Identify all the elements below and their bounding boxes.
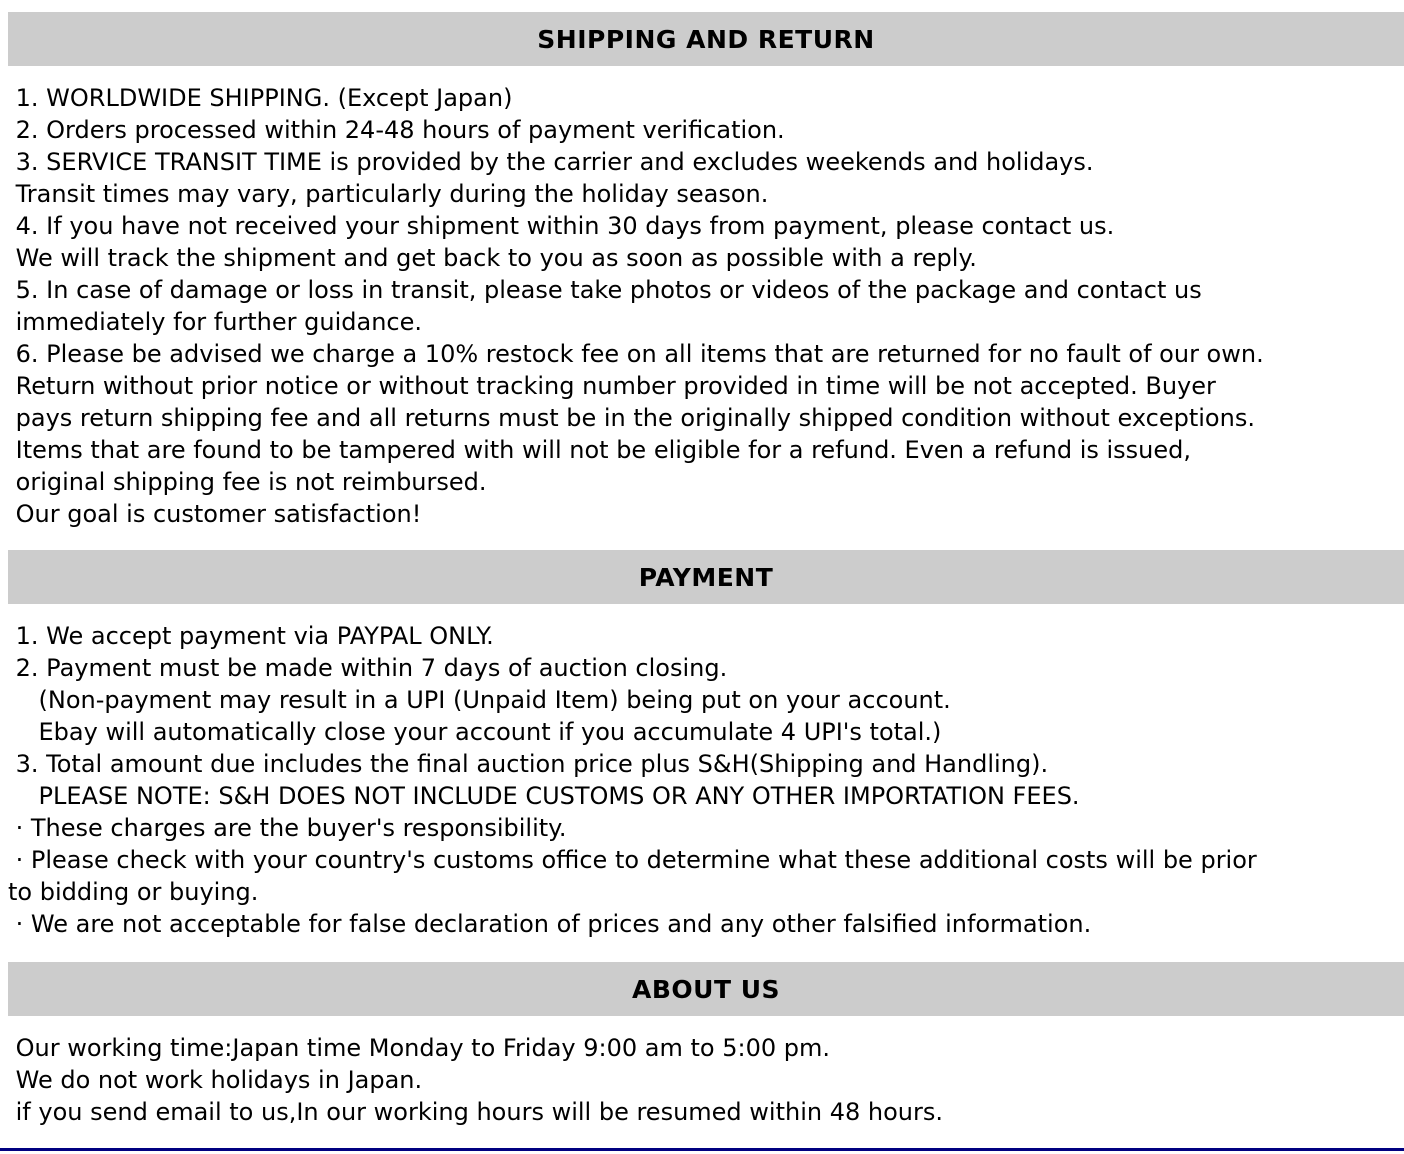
text-line: 3. Total amount due includes the final auction price plus S&H(Shipping and Handling). xyxy=(8,750,1049,778)
text-line: 1. WORLDWIDE SHIPPING. (Except Japan) xyxy=(8,84,513,112)
text-line: Items that are found to be tampered with will not be eligible for a refund. Even a refund is issued, xyxy=(8,436,1192,464)
text-line: to bidding or buying. xyxy=(8,878,259,906)
section-header-about-us xyxy=(8,962,1404,1016)
section-title: SHIPPING AND RETURN xyxy=(537,24,875,54)
text-line: 3. SERVICE TRANSIT TIME is provided by the carrier and excludes weekends and holidays. xyxy=(8,148,1094,176)
section-about-us-text xyxy=(0,1032,1404,1128)
text-line: 5. In case of damage or loss in transit, please take photos or videos of the package and contact us xyxy=(8,276,1202,304)
text-line: immediately for further guidance. xyxy=(8,308,423,336)
text-line: original shipping fee is not reimbursed. xyxy=(8,468,487,496)
text-line: 2. Orders processed within 24-48 hours of payment verification. xyxy=(8,116,785,144)
text-line: if you send email to us,In our working hours will be resumed within 48 hours. xyxy=(8,1098,943,1126)
text-line: · We are not acceptable for false declaration of prices and any other falsified information. xyxy=(8,910,1092,938)
text-line: We will track the shipment and get back to you as soon as possible with a reply. xyxy=(8,244,977,272)
text-line: Our working time:Japan time Monday to Friday 9:00 am to 5:00 pm. xyxy=(8,1034,830,1062)
text-line: 2. Payment must be made within 7 days of auction closing. xyxy=(8,654,728,682)
text-line: Our goal is customer satisfaction! xyxy=(8,500,422,528)
text-line: Transit times may vary, particularly during the holiday season. xyxy=(8,180,769,208)
text-line: pays return shipping fee and all returns must be in the originally shipped condition without exceptions. xyxy=(8,404,1255,432)
section-header-payment xyxy=(8,550,1404,604)
text-line: PLEASE NOTE: S&H DOES NOT INCLUDE CUSTOMS OR ANY OTHER IMPORTATION FEES. xyxy=(8,782,1080,810)
text-line: · These charges are the buyer's responsibility. xyxy=(8,814,567,842)
text-line: 4. If you have not received your shipment within 30 days from payment, please contact us. xyxy=(8,212,1115,240)
section-shipping-and-return-text xyxy=(0,82,1404,530)
text-line: Ebay will automatically close your account if you accumulate 4 UPI's total.) xyxy=(8,718,942,746)
text-line: Return without prior notice or without tracking number provided in time will be not accepted. Buyer xyxy=(8,372,1216,400)
text-line: 6. Please be advised we charge a 10% restock fee on all items that are returned for no fault of our own. xyxy=(8,340,1264,368)
section-title: PAYMENT xyxy=(638,562,774,592)
section-header-shipping-and-return xyxy=(8,12,1404,66)
bottom-divider xyxy=(0,1148,1404,1151)
text-line: We do not work holidays in Japan. xyxy=(8,1066,423,1094)
section-title: ABOUT US xyxy=(631,974,781,1004)
text-line: · Please check with your country's customs office to determine what these additional costs will be prior xyxy=(8,846,1257,874)
section-payment-text xyxy=(0,620,1404,940)
text-line: (Non-payment may result in a UPI (Unpaid Item) being put on your account. xyxy=(8,686,951,714)
text-line: 1. We accept payment via PAYPAL ONLY. xyxy=(8,622,494,650)
